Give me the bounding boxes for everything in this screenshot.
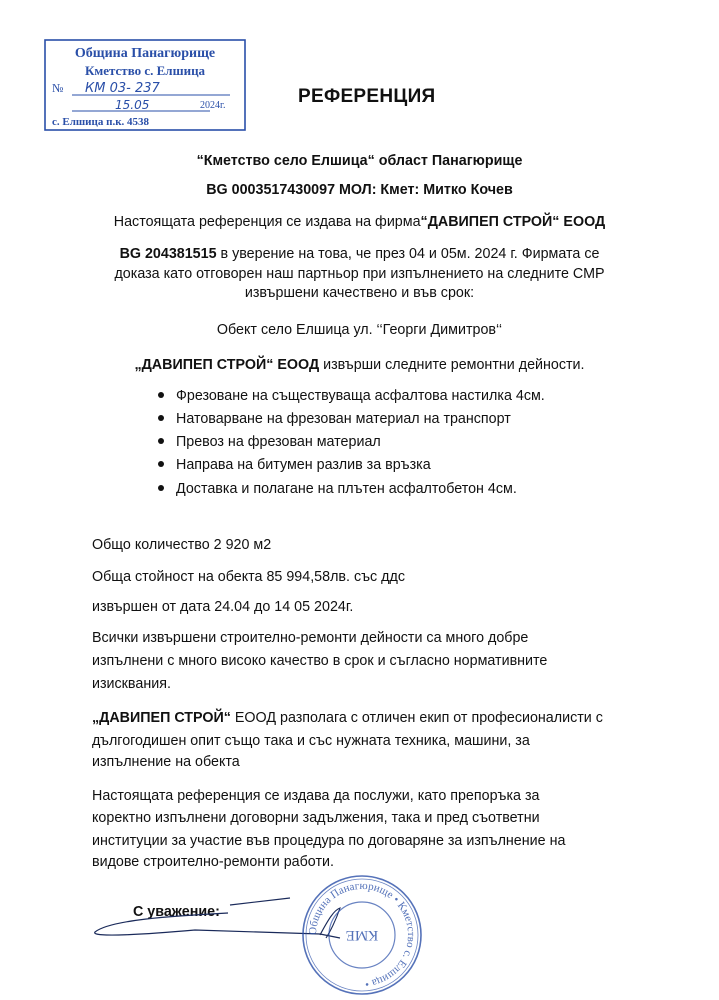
para2-company: „ДАВИПЕП СТРОЙ“: [92, 710, 231, 726]
activity-item: [158, 480, 517, 498]
closing: С уважение:: [133, 904, 220, 920]
activities-company: „ДАВИПЕП СТРОЙ“ ЕООД: [134, 357, 320, 373]
activity-text: Доставка и полагане на плътен асфалтобетон 4см.: [176, 481, 517, 497]
activity-item: [158, 456, 431, 474]
company-name: “ДАВИПЕП СТРОЙ“ ЕООД: [420, 214, 606, 230]
reference-line6: извършени качествено и във срок:: [244, 285, 475, 301]
para1-line: изисквания.: [92, 676, 171, 692]
activity-item: [158, 387, 545, 405]
stamp-year: 2024г.: [200, 100, 226, 111]
stamp-number-prefix: №: [52, 81, 64, 95]
document-title: РЕФЕРЕНЦИЯ: [298, 86, 436, 107]
official-round-stamp: [300, 873, 424, 997]
activities-intro-text: извърши следните ремонтни дейности.: [319, 357, 585, 373]
reference-intro-text: Настоящата референция се издава на фирма: [113, 214, 421, 230]
para1-line: Всички извършени строително-ремонти дейности са много добре: [92, 630, 529, 646]
para3-line: видове строително-ремонти работи.: [92, 854, 334, 870]
registration-stamp: [40, 36, 255, 134]
stamp-center-text: КМЕ: [345, 927, 379, 943]
para3-line: институции за участие във процедура по договаряне за изпълнение на: [92, 833, 566, 849]
stamp-number: КМ 03- 237: [85, 81, 160, 96]
object-line: Обект село Елшица ул. ‘‘Георги Димитров‘‘: [216, 322, 503, 338]
para2-line: изпълнение на обекта: [92, 754, 240, 770]
total-value: Обща стойност на обекта 85 994,58лв. със ддс: [92, 569, 405, 585]
para2-line: дългогодишен опит също така и със нужната техника, машини, за: [92, 733, 530, 749]
stamp-outer-text: Община Панагюрище • Кметство с. Елшица •: [306, 879, 418, 990]
bullet-icon: [158, 438, 164, 444]
activity-item: [158, 433, 381, 451]
bullet-icon: [158, 485, 164, 491]
activity-item: [158, 410, 511, 428]
stamp-line2: Кметство с. Елшица: [84, 63, 206, 78]
para3-line: Настоящата референция се издава да послужи, като препоръка за: [92, 788, 540, 804]
activity-text: Натоварване на фрезован материал на транспорт: [176, 411, 511, 427]
issuer-line: “Кметство село Елшица“ област Панагюрище: [196, 153, 523, 169]
reference-line4-text: в уверение на това, че през 04 и 05м. 2024 г. Фирмата се: [216, 246, 600, 262]
para1-line: изпълнени с много високо качество в срок и съгласно нормативните: [92, 653, 548, 669]
activity-text: Направа на битумен разлив за връзка: [176, 457, 431, 473]
bullet-icon: [158, 415, 164, 421]
company-id: BG 204381515: [119, 246, 217, 262]
bullet-icon: [158, 461, 164, 467]
stamp-date: 15.05: [115, 98, 150, 112]
total-quantity: Общо количество 2 920 м2: [92, 537, 272, 553]
bullet-icon: [158, 392, 164, 398]
para3-line: коректно изпълнени договорни задължения, така и пред съответни: [92, 810, 540, 826]
period: извършен от дата 24.04 до 14 05 2024г.: [92, 599, 354, 615]
issuer-id-line: BG 0003517430097 МОЛ: Кмет: Митко Кочев: [206, 182, 513, 198]
reference-intro: [0, 213, 719, 231]
activities-intro: [0, 356, 719, 374]
activity-text: Превоз на фрезован материал: [176, 434, 381, 450]
para2-line: [92, 709, 603, 727]
stamp-address: с. Елшица п.к. 4538: [52, 116, 150, 128]
reference-line5: доказа като отговорен наш партньор при изпълнението на следните СМР: [114, 266, 605, 282]
reference-line4: [0, 245, 719, 263]
activity-text: Фрезоване на съществуваща асфалтова настилка 4см.: [176, 388, 545, 404]
para2-text: ЕООД разполага с отличен екип от професионалисти с: [230, 710, 603, 726]
stamp-line1: Община Панагюрище: [74, 46, 216, 61]
